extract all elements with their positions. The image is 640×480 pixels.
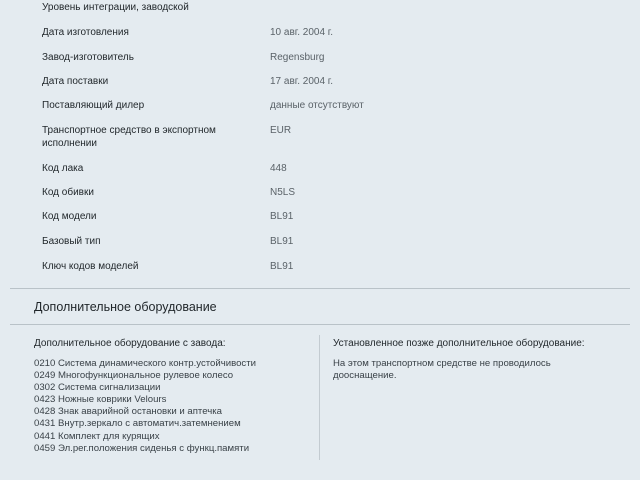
spec-label: Дата изготовления bbox=[42, 27, 129, 38]
factory-equipment-title: Дополнительное оборудование с завода: bbox=[34, 338, 226, 349]
spec-label: Базовый тип bbox=[42, 236, 101, 247]
retrofit-equipment-title: Установленное позже дополнительное оборудование: bbox=[333, 338, 585, 349]
list-item: 0441 Комплект для курящих bbox=[34, 430, 160, 442]
list-item: 0249 Многофункциональное рулевое колесо bbox=[34, 370, 234, 382]
spec-value: BL91 bbox=[270, 211, 294, 222]
section-divider bbox=[10, 288, 630, 289]
spec-value: 448 bbox=[270, 163, 287, 174]
spec-value: BL91 bbox=[270, 261, 294, 272]
spec-label: Поставляющий дилер bbox=[42, 100, 145, 111]
spec-value: 10 авг. 2004 г. bbox=[270, 27, 333, 38]
spec-value: BL91 bbox=[270, 236, 294, 247]
list-item: 0210 Система динамического контр.устойчивости bbox=[34, 358, 256, 369]
spec-value: EUR bbox=[270, 125, 292, 136]
spec-label: Завод-изготовитель bbox=[42, 52, 134, 63]
section-header-divider bbox=[10, 324, 630, 325]
spec-label: Транспортное средство в экспортном исполнении bbox=[42, 125, 216, 149]
spec-value: данные отсутствуют bbox=[270, 100, 364, 111]
spec-label: Ключ кодов моделей bbox=[42, 261, 139, 272]
spec-value: Regensburg bbox=[270, 52, 325, 63]
spec-label: Уровень интеграции, заводской bbox=[42, 2, 189, 13]
list-item: 0423 Ножные коврики Velours bbox=[34, 394, 167, 406]
spec-label: Код модели bbox=[42, 211, 97, 222]
spec-label: Дата поставки bbox=[42, 76, 109, 87]
list-item: 0428 Знак аварийной остановки и аптечка bbox=[34, 406, 222, 418]
list-item: 0459 Эл.рег.положения сиденья с функц.памяти bbox=[34, 442, 250, 454]
factory-equipment-list bbox=[34, 358, 314, 455]
list-item: 0431 Внутр.зеркало с автоматич.затемнением bbox=[34, 418, 241, 430]
spec-label: Код обивки bbox=[42, 187, 94, 198]
spec-value: 17 авг. 2004 г. bbox=[270, 76, 333, 87]
list-item: 0302 Система сигнализации bbox=[34, 382, 161, 394]
spec-value: N5LS bbox=[270, 187, 296, 198]
equipment-section-title: Дополнительное оборудование bbox=[34, 300, 217, 314]
retrofit-equipment-text: На этом транспортном средстве не проводилось дооснащение. bbox=[333, 358, 551, 382]
spec-label: Код лака bbox=[42, 163, 84, 174]
column-divider bbox=[319, 335, 320, 460]
